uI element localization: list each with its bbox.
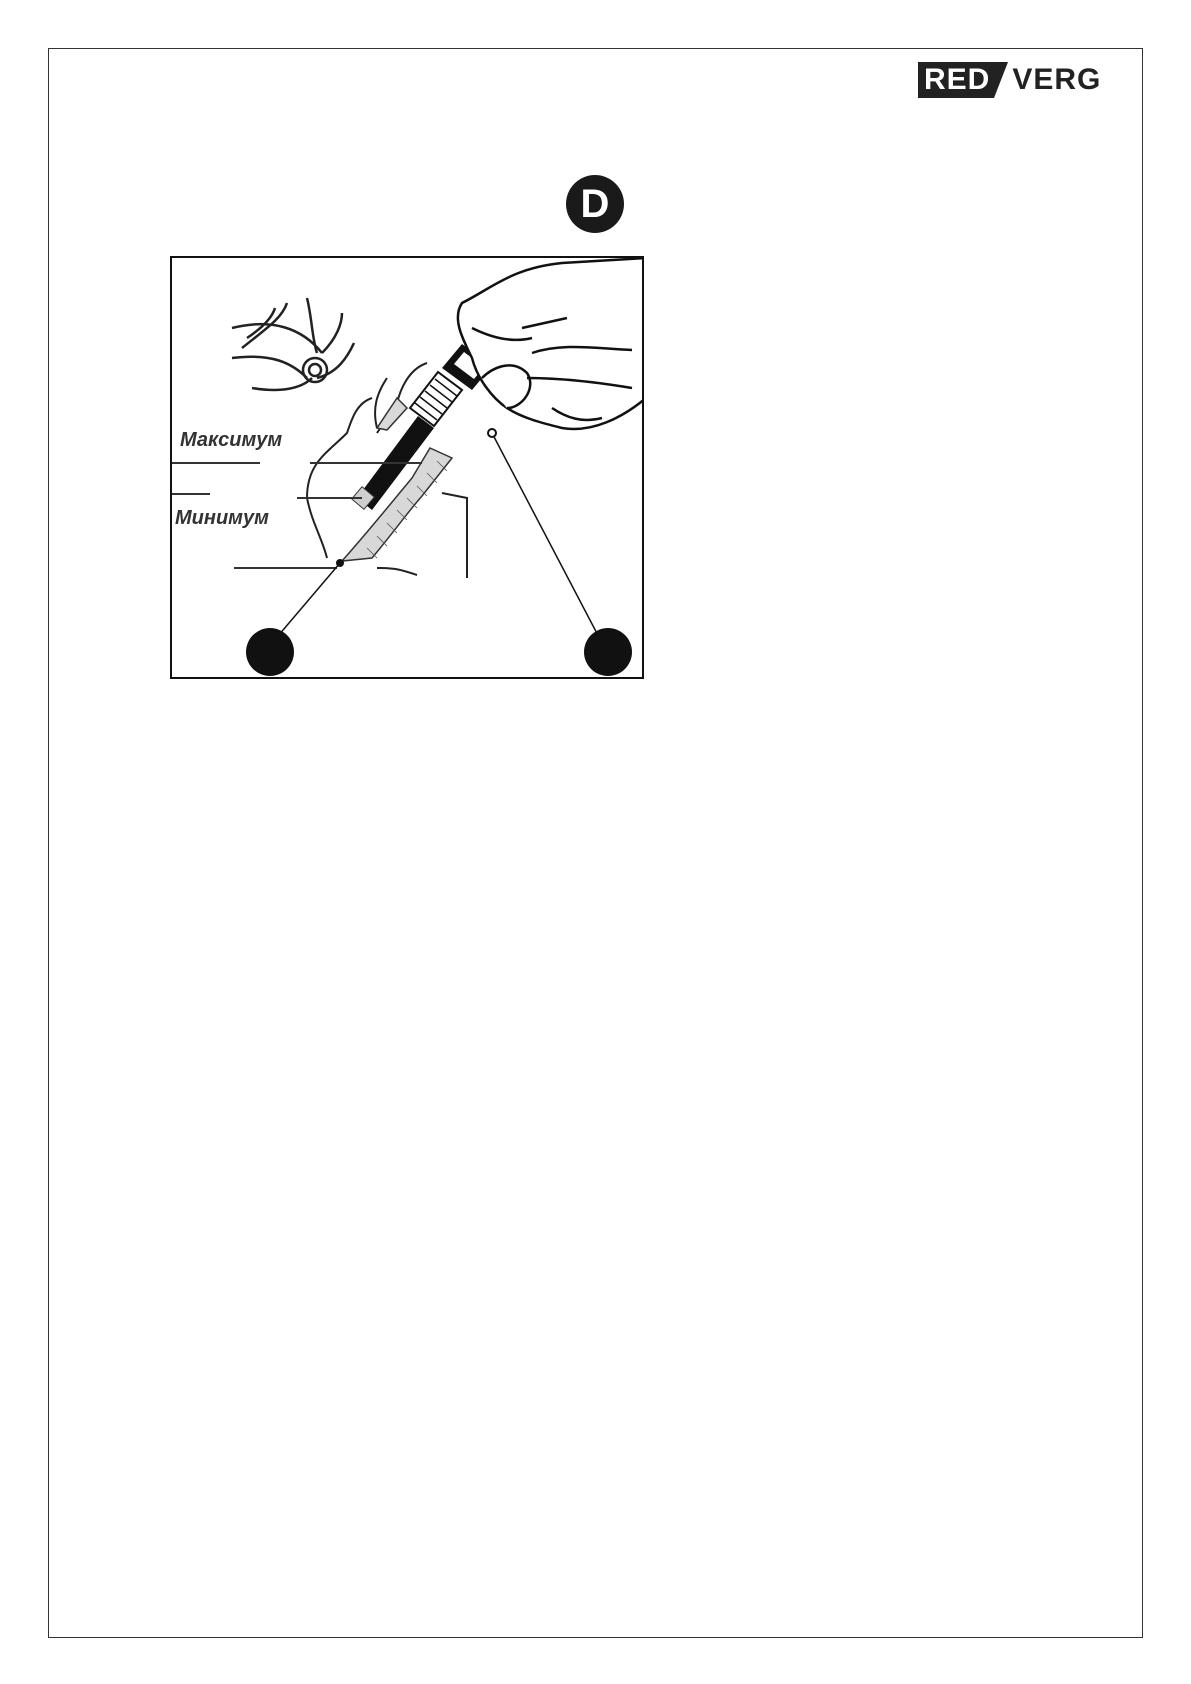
callout-dot-left — [336, 559, 344, 567]
brand-logo — [918, 62, 1101, 98]
hand-drawing — [458, 258, 644, 429]
label-minimum: Минимум — [175, 507, 269, 529]
callout-marker-right — [584, 628, 632, 676]
label-maximum: Максимум — [180, 429, 283, 451]
callout-marker-left — [246, 628, 294, 676]
figure-letter-badge: D — [566, 175, 624, 233]
engine-bracket-drawing — [232, 298, 354, 390]
logo-verg-part: VERG — [1012, 63, 1102, 96]
oil-dipstick-illustration — [170, 256, 644, 679]
illustration-svg — [172, 258, 644, 679]
logo-red-part: RED — [918, 62, 994, 98]
callout-dot-right — [488, 429, 496, 437]
